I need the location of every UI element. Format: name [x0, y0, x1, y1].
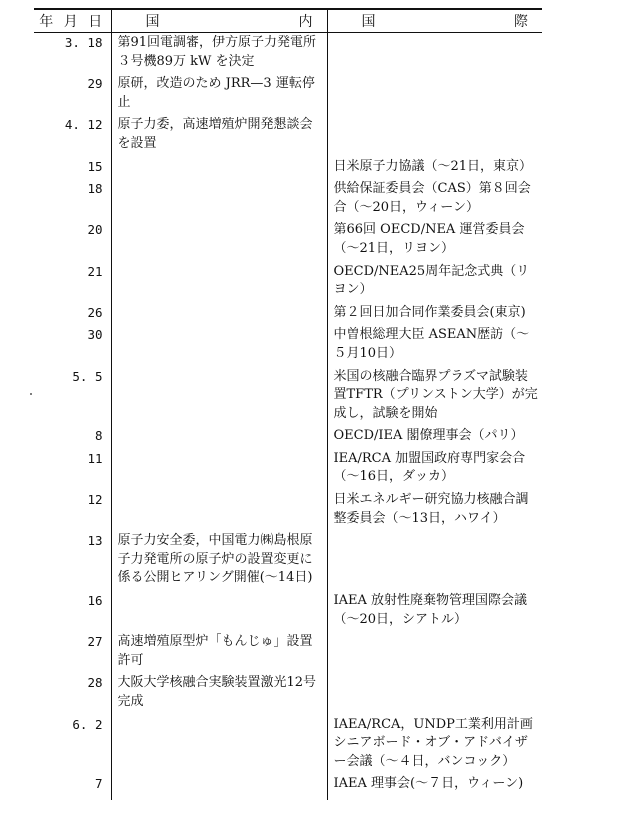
row-date: 5. 5	[72, 368, 103, 384]
header-international-char-1: 国	[361, 14, 376, 30]
row-international-event	[327, 115, 542, 156]
table-row	[34, 774, 542, 800]
stray-mark	[30, 393, 32, 395]
row-international-event: IAEA/RCA，UNDP工業利用計画シニアボード・オブ・アドバイザー会議（〜４日，バンコック）	[327, 715, 542, 775]
header-date	[34, 9, 111, 33]
row-domestic-event	[111, 490, 327, 531]
row-domestic-event	[111, 367, 327, 427]
table-row	[34, 325, 542, 366]
row-domestic-event: 原研，改造のため JRR—3 運転停止	[111, 74, 327, 115]
row-international-event	[327, 74, 542, 115]
table-row	[34, 673, 542, 714]
table-row	[34, 367, 542, 427]
row-international-event: 日米エネルギー研究協力核融合調整委員会（〜13日，ハワイ）	[327, 490, 542, 531]
table-row	[34, 632, 542, 673]
row-international-event: OECD/IEA 閣僚理事会（パリ）	[327, 426, 542, 449]
row-international-event: 第66回 OECD/NEA 運営委員会（〜21日，リヨン）	[327, 220, 542, 261]
table-row	[34, 115, 542, 156]
row-date: 29	[87, 76, 103, 92]
row-domestic-event: 原子力委，高速増殖炉開発懇談会を設置	[111, 115, 327, 156]
row-date: 8	[94, 428, 103, 444]
table-row	[34, 157, 542, 180]
row-date: 20	[87, 222, 103, 238]
row-domestic-event	[111, 325, 327, 366]
row-domestic-event	[111, 591, 327, 632]
table-row	[34, 449, 542, 490]
table-row	[34, 591, 542, 632]
header-domestic-char-2: 内	[298, 14, 313, 30]
table-row	[34, 220, 542, 261]
table-row	[34, 179, 542, 220]
row-domestic-event	[111, 179, 327, 220]
table-row	[34, 33, 542, 75]
row-date: 26	[87, 304, 103, 320]
row-international-event: 日米原子力協議（〜21日，東京）	[327, 157, 542, 180]
table-header-row	[34, 9, 542, 33]
chronology-table	[34, 8, 542, 800]
row-domestic-event	[111, 426, 327, 449]
row-date: 21	[87, 263, 103, 279]
row-international-event: 供給保証委員会（CAS）第８回会合（〜20日，ウィーン）	[327, 179, 542, 220]
header-domestic-char-1: 国	[145, 14, 160, 30]
row-date: 13	[87, 533, 103, 549]
header-international-char-2: 際	[514, 14, 528, 30]
row-date: 11	[87, 450, 103, 466]
row-domestic-event	[111, 220, 327, 261]
row-domestic-event: 高速増殖原型炉「もんじゅ」設置許可	[111, 632, 327, 673]
row-domestic-event	[111, 774, 327, 800]
table-row	[34, 490, 542, 531]
header-domestic	[111, 9, 327, 33]
table-row	[34, 531, 542, 591]
row-domestic-event	[111, 449, 327, 490]
row-international-event	[327, 33, 542, 75]
row-date: 27	[87, 634, 103, 650]
row-international-event: OECD/NEA25周年記念式典（リヨン）	[327, 262, 542, 303]
table-row	[34, 262, 542, 303]
row-international-event: 第２回日加合同作業委員会(東京)	[327, 303, 542, 326]
row-date: 12	[87, 492, 103, 508]
row-date: 7	[94, 776, 103, 792]
row-date: 16	[87, 593, 103, 609]
header-international	[327, 9, 542, 33]
row-international-event: 中曽根総理大臣 ASEAN歴訪（〜５月10日）	[327, 325, 542, 366]
table-row	[34, 426, 542, 449]
row-international-event	[327, 531, 542, 591]
row-international-event: 米国の核融合臨界プラズマ試験装置TFTR（プリンストン大学）が完成し，試験を開始	[327, 367, 542, 427]
row-domestic-event	[111, 303, 327, 326]
row-domestic-event: 原子力安全委，中国電力㈱島根原子力発電所の原子炉の設置変更に係る公開ヒアリング開催(〜14日)	[111, 531, 327, 591]
row-date: 28	[87, 675, 103, 691]
row-domestic-event	[111, 715, 327, 775]
row-date: 18	[87, 181, 103, 197]
table-row	[34, 74, 542, 115]
row-domestic-event: 第91回電調審，伊方原子力発電所３号機89万 kW を決定	[111, 33, 327, 75]
row-international-event: IAEA 放射性廃棄物管理国際会議（〜20日，シアトル）	[327, 591, 542, 632]
table-body	[34, 33, 542, 800]
row-date: 15	[87, 158, 103, 174]
row-domestic-event	[111, 262, 327, 303]
table-row	[34, 715, 542, 775]
row-date: 4. 12	[64, 117, 103, 133]
row-international-event: IEA/RCA 加盟国政府専門家会合（〜16日，ダッカ）	[327, 449, 542, 490]
header-date-label: 年 月 日	[39, 14, 106, 30]
row-domestic-event	[111, 157, 327, 180]
row-date: 3. 18	[64, 35, 103, 50]
row-international-event: IAEA 理事会(〜７日，ウィーン)	[327, 774, 542, 800]
row-international-event	[327, 673, 542, 714]
row-international-event	[327, 632, 542, 673]
row-date: 6. 2	[72, 716, 103, 732]
row-domestic-event: 大阪大学核融合実験装置激光12号完成	[111, 673, 327, 714]
table-row	[34, 303, 542, 326]
row-date: 30	[87, 327, 103, 343]
